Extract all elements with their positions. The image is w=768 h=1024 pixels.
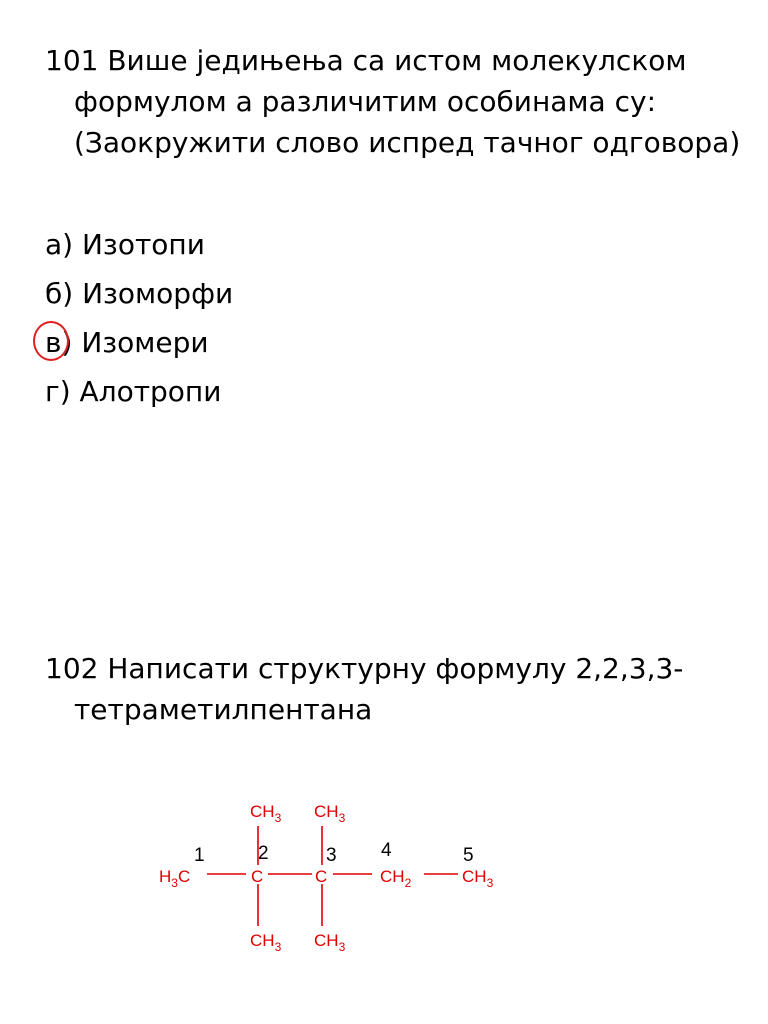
carbon-number-1: 1 bbox=[194, 845, 205, 866]
question-101 bbox=[45, 40, 745, 163]
carbon-number-5: 5 bbox=[463, 845, 474, 866]
option-b[interactable]: б) Изоморфи bbox=[45, 277, 234, 310]
question-101-line-3: (Заокружити слово испред тачног одговора) bbox=[74, 126, 741, 159]
option-v[interactable] bbox=[45, 318, 233, 367]
option-v-label: в) Изомери bbox=[45, 326, 209, 359]
answer-circle-mark bbox=[33, 321, 69, 361]
atom-c3: C bbox=[315, 867, 328, 886]
atom-c5: $CH_3$ bbox=[462, 867, 494, 890]
structural-formula bbox=[0, 780, 768, 970]
methyl-c2-top: $CH_3$ bbox=[250, 802, 282, 825]
methyl-c3-bottom: $CH_3$ bbox=[314, 931, 346, 954]
carbon-number-3: 3 bbox=[326, 845, 337, 866]
carbon-number-4: 4 bbox=[381, 840, 392, 861]
carbon-number-2: 2 bbox=[258, 843, 269, 864]
atom-c4: $CH_2$ bbox=[380, 867, 412, 890]
methyl-c3-top: $CH_3$ bbox=[314, 802, 346, 825]
answer-options bbox=[45, 220, 233, 416]
question-102-line-2: тетраметилпентана bbox=[74, 693, 373, 726]
question-102-line-1: 102 Написати структурну формулу 2,2,3,3- bbox=[45, 652, 684, 685]
option-g[interactable]: г) Алотропи bbox=[45, 375, 222, 408]
question-101-line-1: 101 Више једињења са истом молекулском bbox=[45, 44, 687, 77]
atom-c2: C bbox=[251, 867, 264, 886]
atom-c1: $H_3C$ bbox=[159, 867, 191, 890]
methyl-c2-bottom: $CH_3$ bbox=[250, 931, 282, 954]
question-101-line-2: формулом а различитим особинама су: bbox=[74, 85, 656, 118]
option-a[interactable]: а) Изотопи bbox=[45, 228, 205, 261]
question-102 bbox=[45, 648, 745, 730]
